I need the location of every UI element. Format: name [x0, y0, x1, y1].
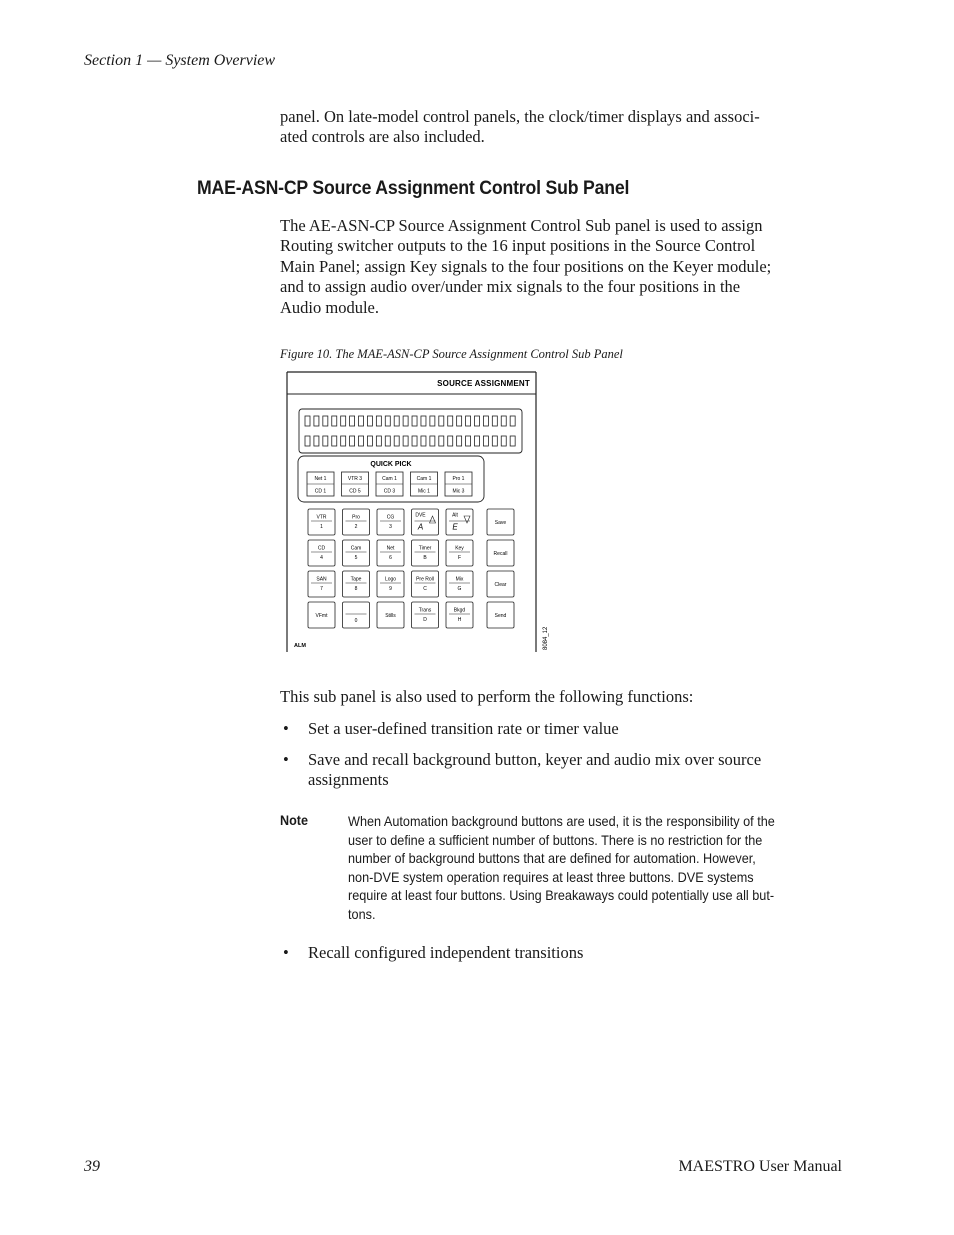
triangle-up-icon [430, 516, 436, 523]
note-line: user to define a sufficient number of buttons. There is no restriction for the [348, 831, 763, 848]
keypad-bottom-label: E [452, 522, 458, 532]
strip-button [501, 416, 506, 426]
quick-pick-bottom-label: CD 3 [383, 488, 396, 495]
strip-button [332, 436, 337, 446]
strip-button [412, 416, 417, 426]
strip-button [314, 436, 319, 446]
strip-button [466, 416, 471, 426]
keypad-bottom-label: B [423, 555, 427, 561]
function-button-label: Clear [494, 582, 507, 588]
strip-button [457, 416, 462, 426]
quick-pick-bottom-label: CD 5 [349, 488, 361, 495]
keypad-bottom-label: 6 [389, 555, 392, 561]
bullet-item [283, 750, 843, 792]
keypad-label: VFmt [315, 613, 328, 619]
description-line: The AE-ASN-CP Source Assignment Control Sub panel is used to assign [280, 216, 763, 235]
keypad-bottom-label: H [457, 617, 462, 623]
strip-button [305, 416, 310, 426]
strip-button [332, 416, 337, 426]
bullet-symbol: • [283, 719, 289, 738]
keypad-button [308, 571, 335, 597]
strip-button [385, 436, 390, 446]
strip-button [448, 436, 453, 446]
keypad-top-label: Cam [350, 545, 362, 552]
triangle-down-icon [464, 516, 470, 523]
note-line: non-DVE system operation requires at least three buttons. DVE systems [348, 868, 754, 885]
strip-button [394, 416, 399, 426]
keypad-top-label: Timer [418, 545, 432, 552]
strip-button [510, 436, 515, 446]
description-line: Routing switcher outputs to the 16 input positions in the Source Control [280, 236, 756, 256]
keypad-bottom-label: 4 [320, 555, 323, 561]
strip-button [403, 436, 408, 446]
strip-button [403, 416, 408, 426]
keypad-button [446, 571, 473, 597]
intro-line: panel. On late-model control panels, the clock/timer displays and associ- [280, 107, 760, 126]
keypad-button [446, 509, 473, 535]
page-number: 39 [84, 1158, 100, 1175]
strip-button [483, 416, 488, 426]
quick-pick-top-label: Cam 1 [416, 476, 432, 482]
note-line: number of background buttons that are defined for automation. However, [348, 850, 756, 867]
note-text [348, 812, 819, 924]
strip-button [430, 416, 435, 426]
strip-button [421, 416, 426, 426]
keypad-bottom-label: 0 [354, 618, 358, 624]
keypad-top-label: Net [386, 545, 395, 552]
note-line: When Automation background buttons are used, it is the responsibility of the [348, 813, 775, 829]
keypad-bottom-label: 5 [354, 555, 358, 561]
description-line: and to assign audio over/under mix signals to the four positions in the [280, 277, 741, 297]
quick-pick-top-label: VTR 3 [347, 476, 363, 482]
bullet-text: Recall configured independent transitions [308, 943, 584, 962]
bullet-symbol: • [283, 943, 289, 962]
strip-button [474, 436, 479, 446]
keypad-top-label: Pro [352, 514, 360, 521]
strip-button [367, 416, 372, 426]
strip-button [510, 416, 515, 426]
function-button-label: Save [494, 520, 507, 526]
intro-line: ated controls are also included. [280, 127, 485, 147]
quick-pick-top-label: Net 1 [314, 476, 327, 482]
keypad-top-label: Key [455, 545, 464, 552]
strip-button [430, 436, 435, 446]
strip-button [466, 436, 471, 446]
strip-button [501, 436, 506, 446]
keypad-button [446, 540, 473, 566]
keypad-bottom-label: 1 [320, 524, 323, 530]
quick-pick-bottom-label: Mic 3 [452, 488, 465, 495]
function-buttons [487, 509, 514, 628]
keypad-bottom-label: C [423, 586, 427, 592]
strip-button [421, 436, 426, 446]
keypad-bottom-label: 9 [389, 586, 392, 592]
function-button-label: Send [494, 613, 507, 619]
strip-button [359, 436, 364, 446]
description-line: Audio module. [280, 297, 379, 317]
strip-button [314, 416, 319, 426]
keypad-top-label: Logo [384, 576, 397, 583]
keypad-button [343, 571, 370, 597]
strip-button [474, 416, 479, 426]
keypad-button [308, 540, 335, 566]
keypad-bottom-label: F [457, 555, 462, 561]
strip-button [376, 416, 381, 426]
logo: ALM [294, 643, 306, 649]
note-line: require at least four buttons. Using Breakaways could potentially use all but- [348, 887, 775, 904]
strip-button [448, 416, 453, 426]
strip-button [323, 436, 328, 446]
keypad-top-label: Pre Roll [416, 576, 434, 583]
strip-button [492, 416, 497, 426]
quick-pick-buttons [307, 472, 472, 496]
functions-intro: This sub panel is also used to perform the following functions: [280, 687, 694, 706]
keypad-top-label: Mix [455, 576, 464, 583]
quick-pick-bottom-label: Mic 1 [418, 488, 430, 495]
keypad-top-label: SAN [316, 576, 327, 583]
keypad-bottom-label: G [457, 586, 462, 592]
keypad-button [343, 602, 370, 628]
bullet-text: Save and recall background button, keyer and audio mix over source assignments [308, 750, 762, 790]
keypad-top-label: CG [386, 514, 395, 521]
keypad-bottom-label: 8 [354, 586, 358, 592]
strip-button [305, 436, 310, 446]
keypad-button [377, 509, 404, 535]
note-label: Note [280, 812, 309, 828]
keypad-bottom-label: 3 [389, 524, 392, 530]
strip-button [350, 416, 355, 426]
description-line: Main Panel; assign Key signals to the four positions on the Keyer module; [280, 256, 772, 276]
strip-button [457, 436, 462, 446]
quick-pick-label: QUICK PICK [370, 461, 412, 468]
keypad-button [412, 540, 439, 566]
strip-button [385, 416, 390, 426]
bullet-symbol: • [283, 750, 289, 769]
keypad-bottom-label: 2 [354, 524, 358, 530]
source-assignment-panel-figure [284, 370, 554, 654]
strip-button [492, 436, 497, 446]
strip-button [350, 436, 355, 446]
keypad [308, 509, 473, 628]
figure-caption: Figure 10. The MAE-ASN-CP Source Assignment Control Sub Panel [280, 347, 623, 361]
intro-paragraph [280, 107, 840, 148]
keypad-button [446, 602, 473, 628]
strip-button [341, 416, 346, 426]
keypad-button [412, 571, 439, 597]
strip-button [439, 416, 444, 426]
panel-title: SOURCE ASSIGNMENT [437, 379, 530, 388]
strip-button [359, 416, 364, 426]
strip-button [341, 436, 346, 446]
keypad-button [412, 602, 439, 628]
function-button-label: Recall [493, 551, 508, 557]
keypad-top-label: VTR [316, 514, 327, 521]
note-line: tons. [348, 905, 376, 922]
figure-id: 8084_12 [543, 626, 549, 650]
strip-button [323, 416, 328, 426]
keypad-button [377, 571, 404, 597]
strip-button [412, 436, 417, 446]
quick-pick-top-label: Cam 1 [382, 476, 397, 482]
quick-pick-bottom-label: CD 1 [314, 488, 327, 495]
keypad-bottom-label: 7 [320, 586, 323, 592]
strip-button [367, 436, 372, 446]
keypad-top-label: DVE [415, 512, 426, 519]
section-heading: MAE-ASN-CP Source Assignment Control Sub Panel [197, 178, 630, 199]
bullet-item [283, 943, 843, 965]
keypad-top-label: Tape [350, 576, 362, 583]
manual-title: MAESTRO User Manual [678, 1158, 842, 1175]
bullet-text: Set a user-defined transition rate or timer value [308, 719, 619, 738]
keypad-top-label: Trans [418, 607, 432, 614]
quick-pick-top-label: Pro 1 [452, 476, 465, 482]
strip-buttons [305, 416, 515, 446]
keypad-button [308, 509, 335, 535]
strip-button [394, 436, 399, 446]
keypad-top-label: CD [317, 545, 326, 552]
strip-button [376, 436, 381, 446]
keypad-top-label: Alt [452, 512, 458, 519]
keypad-button [377, 540, 404, 566]
keypad-button [343, 540, 370, 566]
keypad-top-label: Bkgd [453, 607, 466, 614]
keypad-bottom-label: A [417, 522, 424, 532]
keypad-label: Stills [385, 613, 396, 619]
keypad-button [343, 509, 370, 535]
strip-button [483, 436, 488, 446]
bullet-item [283, 719, 843, 741]
description-paragraph [280, 216, 840, 318]
running-header: Section 1 — System Overview [84, 52, 276, 69]
strip-button [439, 436, 444, 446]
keypad-bottom-label: D [423, 617, 427, 623]
